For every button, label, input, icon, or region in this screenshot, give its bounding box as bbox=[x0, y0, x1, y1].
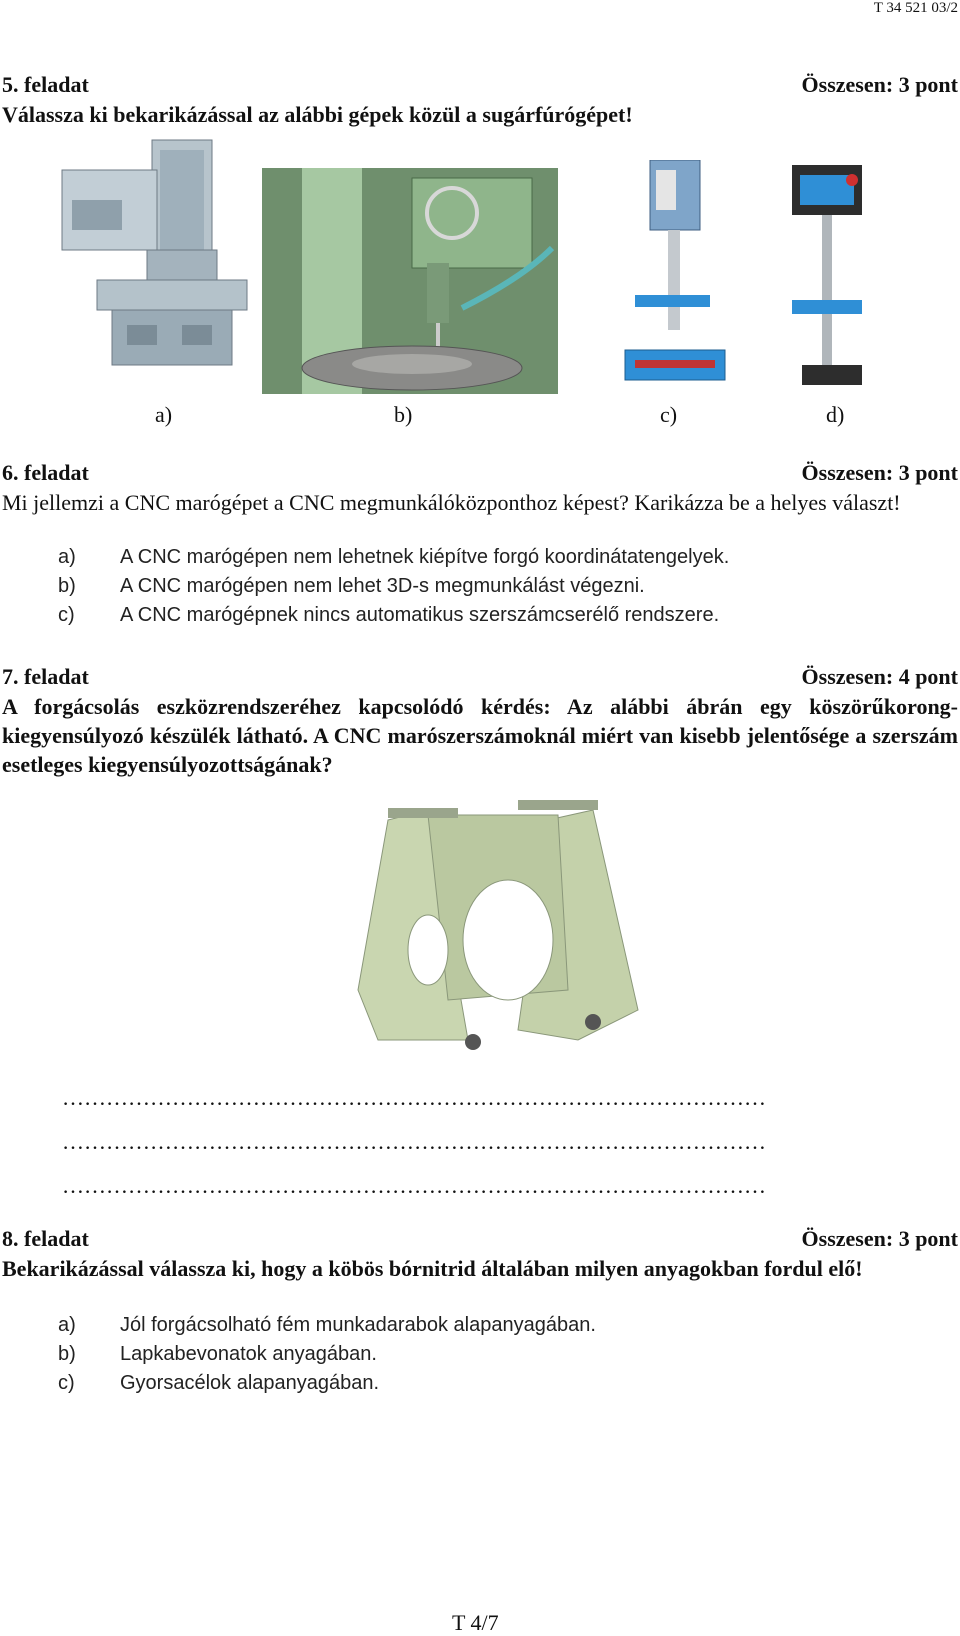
task5-points: Összesen: 3 pont bbox=[801, 72, 958, 97]
balancer-device-image bbox=[318, 790, 668, 1060]
task6-header bbox=[2, 460, 958, 486]
task8-header bbox=[2, 1226, 958, 1252]
task6-option-b[interactable] bbox=[58, 575, 645, 598]
option-text: A CNC marógépen nem lehetnek kiépítve forgó koordinátatengelyek. bbox=[120, 546, 730, 568]
option-letter: a) bbox=[58, 1314, 76, 1336]
option-text: Lapkabevonatok anyagában. bbox=[120, 1343, 377, 1365]
answer-line[interactable]: …………………………………………………………………………………… bbox=[62, 1129, 766, 1154]
task7-points: Összesen: 4 pont bbox=[801, 664, 958, 689]
option-letter: a) bbox=[58, 546, 76, 568]
bench-drill-image[interactable] bbox=[782, 160, 882, 390]
task5-header bbox=[2, 72, 958, 98]
option-letter: b) bbox=[58, 1343, 76, 1365]
task7-question: A forgácsolás eszközrendszeréhez kapcsolódó kérdés: Az alábbi ábrán egy köszörűkorong-kiegyensúlyozó készülék látható. A CNC marószerszámoknál miért van kisebb jelentősége a szerszám esetleges kiegyensúlyozottságának? bbox=[2, 694, 958, 777]
task6-option-c[interactable] bbox=[58, 604, 719, 627]
option-letter: c) bbox=[58, 1372, 75, 1394]
answer-line[interactable]: …………………………………………………………………………………… bbox=[62, 1085, 766, 1110]
task6-option-a[interactable] bbox=[58, 546, 729, 569]
image-label-a: a) bbox=[155, 402, 173, 427]
task8-title: 8. feladat bbox=[2, 1226, 89, 1251]
answer-line[interactable]: …………………………………………………………………………………… bbox=[62, 1173, 766, 1198]
task8-option-a[interactable] bbox=[58, 1314, 596, 1337]
task6-title: 6. feladat bbox=[2, 460, 89, 485]
image-label-c: c) bbox=[660, 402, 678, 427]
cnc-machining-center-image[interactable] bbox=[52, 130, 252, 380]
radial-drill-image[interactable] bbox=[262, 168, 558, 394]
task6-question: Mi jellemzi a CNC marógépet a CNC megmunkálóközponthoz képest? Karikázza be a helyes választ! bbox=[2, 490, 901, 515]
page-footer: T 4/7 bbox=[452, 1610, 499, 1635]
option-text: A CNC marógépen nem lehet 3D-s megmunkálást végezni. bbox=[120, 575, 645, 597]
task8-option-b[interactable] bbox=[58, 1343, 377, 1366]
option-letter: b) bbox=[58, 575, 76, 597]
option-letter: c) bbox=[58, 604, 75, 626]
task5-title: 5. feladat bbox=[2, 72, 89, 97]
pillar-drill-blue-image[interactable] bbox=[620, 160, 730, 390]
task8-option-c[interactable] bbox=[58, 1372, 379, 1395]
page-code: T 34 521 03/2 bbox=[873, 0, 958, 16]
task8-points: Összesen: 3 pont bbox=[801, 1226, 958, 1251]
option-text: A CNC marógépnek nincs automatikus szerszámcserélő rendszere. bbox=[120, 604, 720, 626]
task7-header bbox=[2, 664, 958, 690]
option-text: Jól forgácsolható fém munkadarabok alapanyagában. bbox=[120, 1314, 596, 1336]
task6-points: Összesen: 3 pont bbox=[801, 460, 958, 485]
task5-question: Válassza ki bekarikázással az alábbi gépek közül a sugárfúrógépet! bbox=[2, 102, 633, 127]
task7-title: 7. feladat bbox=[2, 664, 89, 689]
option-text: Gyorsacélok alapanyagában. bbox=[120, 1372, 380, 1394]
image-label-d: d) bbox=[826, 402, 845, 427]
task8-question: Bekarikázással válassza ki, hogy a köbös bórnitrid általában milyen anyagokban fordul elő! bbox=[2, 1256, 863, 1281]
image-label-b: b) bbox=[394, 402, 413, 427]
